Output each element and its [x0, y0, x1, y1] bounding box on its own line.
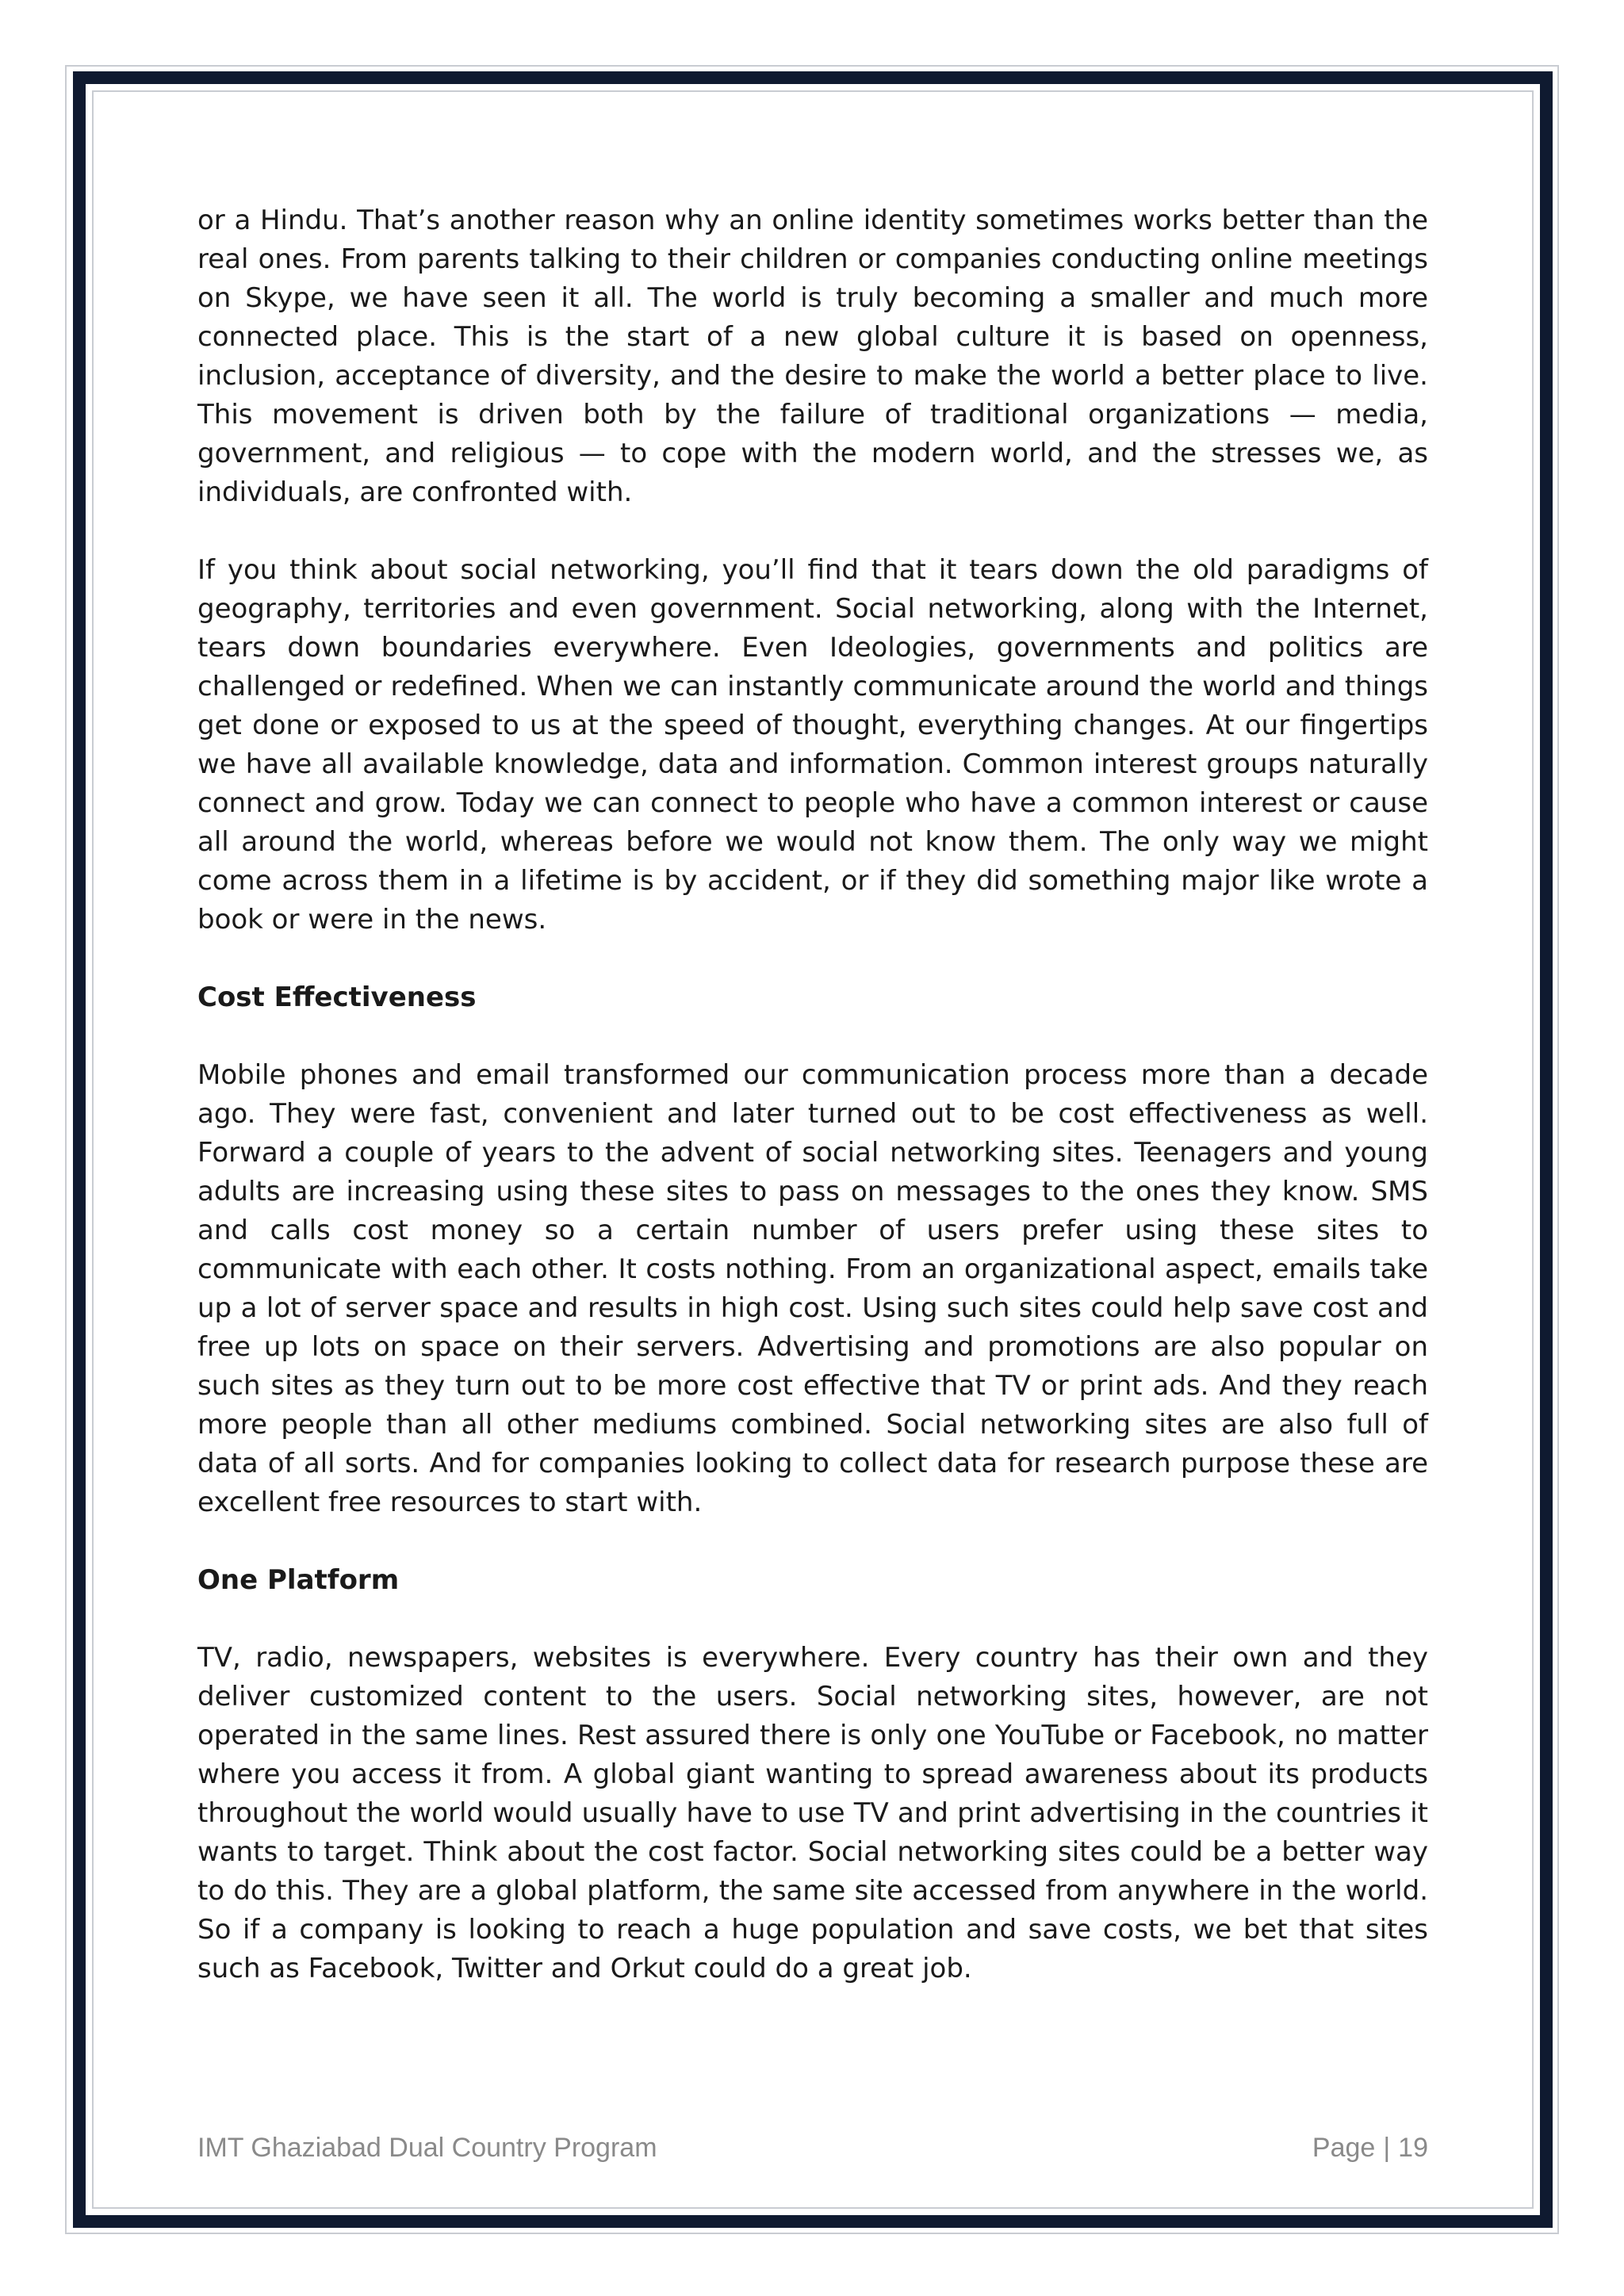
footer-page-number: 19: [1398, 2133, 1428, 2163]
footer-page-indicator: [1312, 2133, 1428, 2164]
section-body-one-platform: TV, radio, newspapers, websites is everywhere. Every country has their own and they deliver customized content to the users. Social networking sites, however, are not operated in the same lines. Rest assured there is only one YouTube or Facebook, no matter where you access it from. A global giant wanting to spread awareness about its products throughout the world would usually have to use TV and print advertising in the countries it wants to target. Think about the cost factor. Social networking sites could be a better way to do this. They are a global platform, the same site accessed from anywhere in the world. So if a company is looking to reach a huge population and save costs, we bet that sites such as Facebook, Twitter and Orkut could do a great job.: [197, 1642, 1428, 1984]
paragraph: If you think about social networking, you’ll find that it tears down the old paradigms of geography, territories and even government. Social networking, along with the Internet, tears down boundaries everywhere. Even Ideologies, governments and politics are challenged or redefined. When we can instantly communicate around the world and things get done or exposed to us at the speed of thought, everything changes. At our fingertips we have all available knowledge, data and information. Common interest groups naturally connect and grow. Today we can connect to people who have a common interest or cause all around the world, whereas before we would not know them. The only way we might come across them in a lifetime is by accident, or if they did something major like wrote a book or were in the news.: [197, 554, 1428, 936]
section-body-cost-effectiveness: Mobile phones and email transformed our communication process more than a decade ago. They were fast, convenient and later turned out to be cost effectiveness as well. Forward a couple of years to the advent of social networking sites. Teenagers and young adults are increasing using these sites to pass on messages to the ones they know. SMS and calls cost money so a certain number of users prefer using these sites to communicate with each other. It costs nothing. From an organizational aspect, emails take up a lot of server space and results in high cost. Using such sites could help save cost and free up lots on space on their servers. Advertising and promotions are also popular on such sites as they turn out to be more cost effective that TV or print ads. And they reach more people than all other mediums combined. Social networking sites are also full of data of all sorts. And for companies looking to collect data for research purpose these are excellent free resources to start with.: [197, 1059, 1428, 1518]
section-heading-one-platform: One Platform: [197, 1564, 400, 1596]
footer-program-name: IMT Ghaziabad Dual Country Program: [197, 2133, 657, 2163]
page-body: [197, 201, 1428, 2027]
section-heading-cost-effectiveness: Cost Effectiveness: [197, 982, 477, 1013]
paragraph: or a Hindu. That’s another reason why an online identity sometimes works better than the real ones. From parents talking to their children or companies conducting online meetings on Skype, we have seen it all. The world is truly becoming a smaller and much more connected place. This is the start of a new global culture it is based on openness, inclusion, acceptance of diversity, and the desire to make the world a better place to live. This movement is driven both by the failure of traditional organizations — media, government, and religious — to cope with the modern world, and the stresses we, as individuals, are confronted with.: [197, 205, 1428, 508]
footer-separator: |: [1383, 2133, 1391, 2163]
page-footer: [197, 2133, 1428, 2172]
footer-page-label: Page: [1312, 2133, 1376, 2163]
